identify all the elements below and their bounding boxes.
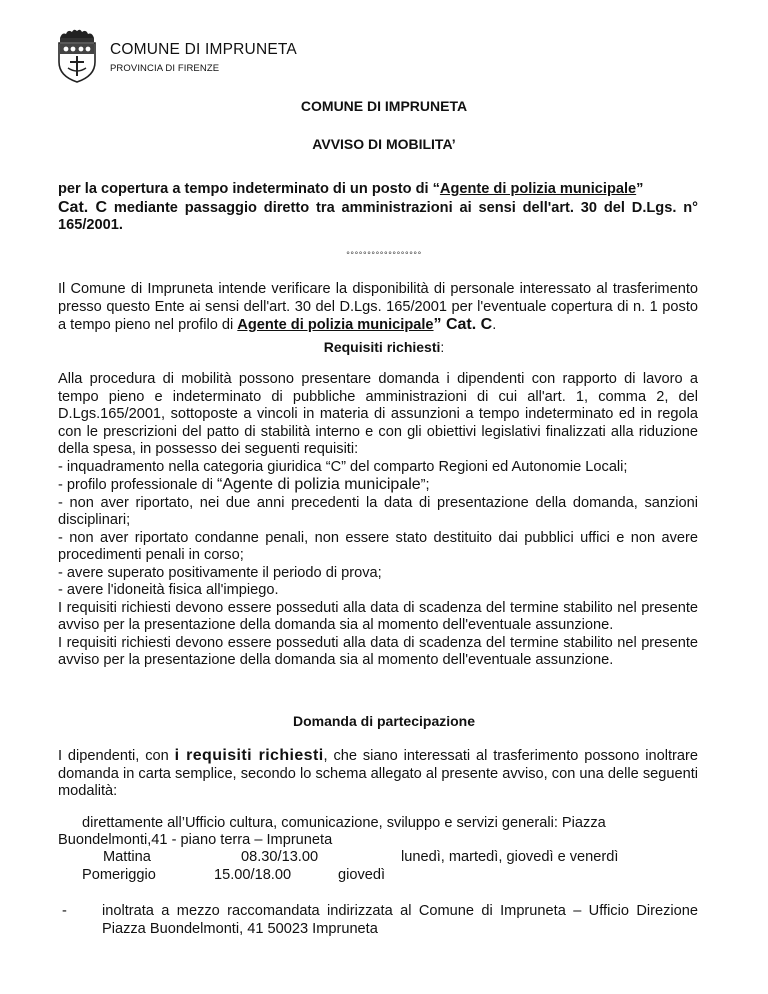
application-p-a: I dipendenti, con (58, 748, 175, 764)
office-address-line-2: Buondelmonti,41 - piano terra – Impruneta (58, 832, 333, 848)
intro-role: Agente di polizia municipale (439, 181, 637, 197)
para1-end: . (492, 317, 497, 333)
requirements-note-1: I requisiti richiesti devono essere posseduti alla data di scadenza del termine stabilito nel presente avviso per la presentazione della domanda sia al momento dell'eventuale assunzione. (58, 599, 698, 633)
intro-cat: Cat. C (58, 198, 108, 216)
para1-role: Agente di polizia municipale (237, 317, 434, 333)
intro-part2: ” (636, 181, 644, 197)
requirement-item-1: - inquadramento nella categoria giuridica “C” del comparto Regioni ed Autonomie Locali; (58, 458, 628, 475)
requirement-item-4: - non aver riportato condanne penali, non essere stato destituito dai pubblici uffici e non avere procedimenti penali in corso; (58, 529, 698, 563)
requirements-list (58, 371, 698, 670)
document-subtitle: AVVISO DI MOBILITA’ (312, 136, 456, 152)
requirement-item-5: - avere superato positivamente il periodo di prova; (58, 564, 382, 581)
hours-time: 08.30/13.00 (241, 849, 319, 865)
requirements-heading-colon: : (440, 339, 445, 355)
requirement-item-2 (58, 476, 698, 495)
requirement-item-2-c: ”; (420, 477, 430, 493)
municipal-crest-icon (54, 28, 100, 84)
hours-label: Mattina (103, 849, 151, 865)
requirement-item-2-b: “Agente di polizia municipale (217, 476, 421, 493)
bullet-mark: - (62, 903, 67, 919)
intro-part3: mediante passaggio diretto tra amministrazioni ai sensi dell'art. 30 del D.Lgs. n° 165/2001. (58, 199, 698, 233)
hours-time: 15.00/18.00 (214, 867, 292, 883)
intro-part1: per la copertura a tempo indeterminato di un posto di “ (58, 181, 440, 197)
application-heading: Domanda di partecipazione (292, 713, 476, 729)
org-subtitle: PROVINCIA DI FIRENZE (110, 63, 220, 74)
hours-row-morning (0, 849, 768, 867)
document-title: COMUNE DI IMPRUNETA (300, 98, 468, 114)
application-p-b: i requisiti richiesti (174, 747, 324, 764)
requirements-note-2: I requisiti richiesti devono essere posseduti alla data di scadenza del termine stabilito nel presente avviso per la presentazione della domanda sia al momento dell'eventuale assunzione. (58, 634, 698, 668)
requirements-intro: Alla procedura di mobilità possono presentare domanda i dipendenti con rapporto di lavoro a tempo pieno e indeterminato di pubbliche amministrazioni di cui all'art. 1, comma 2, del D.Lgs.165/2001, sottoposte a vincoli in materia di assunzioni a tempo indeterminato ed in regola con le prescrizioni del patto di stabilità interno e con gli obiettivi legislativi finalizzati alla riduzione della spesa, in possesso dei seguenti requisiti: (58, 371, 698, 457)
hours-row-afternoon (0, 867, 768, 885)
requirement-item-2-a: - profilo professionale di (58, 477, 217, 493)
requirements-heading (0, 339, 768, 357)
hours-days: lunedì, martedì, giovedì e venerdì (401, 849, 619, 865)
intro-paragraph (58, 181, 698, 235)
hours-days: giovedì (338, 867, 386, 883)
requirements-heading-text: Requisiti richiesti (323, 339, 441, 355)
hours-label: Pomeriggio (82, 867, 156, 883)
requirement-item-3: - non aver riportato, nei due anni precedenti la data di presentazione della domanda, sanzioni disciplinari; (58, 494, 698, 528)
paragraph-availability (58, 281, 698, 335)
application-p-c: , che siano interessati al trasferimento possono inoltrare domanda in carta semplice, secondo lo schema allegato al presente avviso, con una delle seguenti modalità: (58, 748, 698, 799)
mail-option-text: inoltrata a mezzo raccomandata indirizzata al Comune di Impruneta – Ufficio Direzione Piazza Buondelmonti, 41 50023 Impruneta (102, 903, 698, 937)
requirement-item-6: - avere l'idoneità fisica all'impiego. (58, 582, 279, 598)
section-divider: °°°°°°°°°°°°°°°°°° (346, 250, 422, 260)
para1-text: Il Comune di Impruneta intende verificare la disponibilità di personale interessato al trasferimento presso questo Ente ai sensi dell'art. 30 del D.Lgs. 165/2001 per l'eventuale copertura di n. 1 posto a tempo pieno nel profilo di (58, 281, 698, 333)
office-address-line-1: direttamente all’Ufficio cultura, comunicazione, sviluppo e servizi generali: Piazza (82, 815, 606, 831)
org-name: COMUNE DI IMPRUNETA (110, 41, 297, 58)
para1-tail: ” Cat. C (433, 316, 493, 333)
application-paragraph (58, 747, 698, 801)
